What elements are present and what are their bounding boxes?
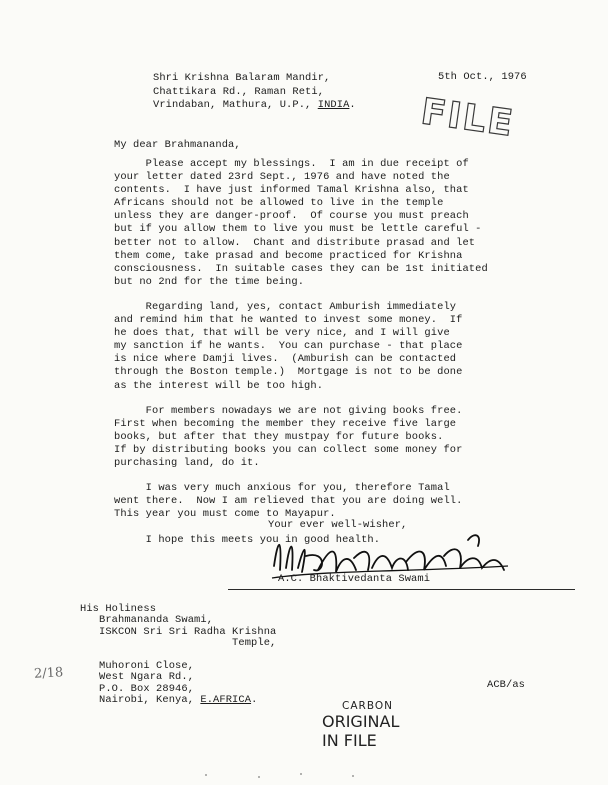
scan-speck (205, 774, 207, 776)
body-line: through the Boston temple.) Mortgage is not to be done (114, 366, 463, 379)
recipient-line: Muhoroni Close, (80, 660, 195, 673)
body-line: Regarding land, yes, contact Amburish immediately (114, 301, 457, 313)
body-line: consciousness. In suitable cases they can be 1st initiated (114, 262, 488, 275)
body-line: books, but after that they mustpay for future books. (114, 430, 444, 443)
signature-block (268, 520, 523, 590)
body-paragraph (114, 158, 514, 289)
body-paragraph (114, 301, 514, 393)
body-line: unless they are danger-proof. Of course you must preach (114, 210, 469, 223)
recipient-line: P.O. Box 28946, (80, 682, 195, 695)
body-line: better not to allow. Chant and distribute prasad and let (114, 236, 476, 249)
body-line: and remind him that he wanted to invest some money. If (114, 314, 463, 327)
handwritten-note: 2/18 (33, 665, 64, 682)
recipient-line: Temple, (80, 636, 277, 649)
salutation: My dear Brahmananda, (114, 139, 241, 151)
recipient-line: ISKCON Sri Sri Radha Krishna (80, 625, 277, 638)
sender-address-line: Chattikara Rd., Raman Reti, (153, 85, 325, 98)
original-label: ORIGINAL (322, 712, 400, 731)
body-line: as the interest will be too high. (114, 379, 324, 392)
sender-address-line: Vrindaban, Mathura, U.P., INDIA. (153, 99, 356, 111)
body-paragraph (114, 405, 514, 470)
body-line: This year you must come to Mayapur. (114, 508, 336, 521)
body-line: but if you allow them to live you must be lettle careful - (114, 223, 482, 236)
body-line: First when becoming the member they receive five large (114, 417, 457, 430)
body-line: I was very much anxious for you, therefore Tamal (114, 482, 450, 495)
body-line: Please accept my blessings. I am in due receipt of (114, 158, 469, 170)
body-line: If by distributing books you can collect some money for (114, 443, 463, 456)
recipient-line: West Ngara Rd., (80, 671, 195, 684)
body-line: I hope this meets you in good health. (114, 533, 381, 546)
body-line: them come, take prasad and become practiced for Krishna (114, 249, 463, 262)
body-line: purchasing land, do it. (114, 457, 260, 470)
body-line: but no 2nd for the time being. (114, 275, 305, 288)
body-line: is nice where Damji lives. (Amburish can be contacted (114, 353, 457, 366)
sender-country: INDIA (317, 99, 350, 111)
carbon-label: CARBON (342, 700, 393, 712)
body-line: went there. Now I am relieved that you are doing well. (114, 495, 463, 508)
body-line: For members nowadays we are not giving books free. (114, 404, 463, 417)
divider (228, 589, 575, 590)
scan-speck (352, 775, 354, 777)
signature-name: A.C. Bhaktivedanta Swami (278, 573, 431, 585)
closing-line: Your ever well-wisher, (268, 519, 408, 531)
body-line: he does that, that will be very nice, and I will give (114, 327, 450, 340)
recipient-line: Brahmananda Swami, (80, 614, 214, 627)
recipient-line: His Holiness (80, 603, 157, 615)
scan-speck (258, 776, 260, 778)
recipient-country: E.AFRICA (200, 694, 252, 707)
scan-speck (300, 773, 302, 775)
recipient-line: Nairobi, Kenya, E.AFRICA. (80, 694, 258, 707)
body-line: your letter dated 23rd Sept., 1976 and have noted the (114, 171, 450, 184)
file-stamp: FILE (418, 91, 517, 145)
recipient-address (80, 604, 276, 706)
in-file-label: IN FILE (322, 731, 377, 750)
sender-address (153, 72, 356, 113)
sender-address-line: Shri Krishna Balaram Mandir, (153, 72, 331, 84)
body-line: Africans should not be allowed to live in the temple (114, 197, 444, 210)
reference-initials: ACB/as (487, 679, 526, 691)
body-line: my sanction if he wants. You can purchase - that place (114, 340, 463, 353)
letter-date: 5th Oct., 1976 (438, 71, 527, 83)
carbon-stamp (320, 700, 420, 750)
body-paragraph (114, 482, 514, 521)
body-line: contents. I have just informed Tamal Krishna also, that (114, 184, 469, 197)
